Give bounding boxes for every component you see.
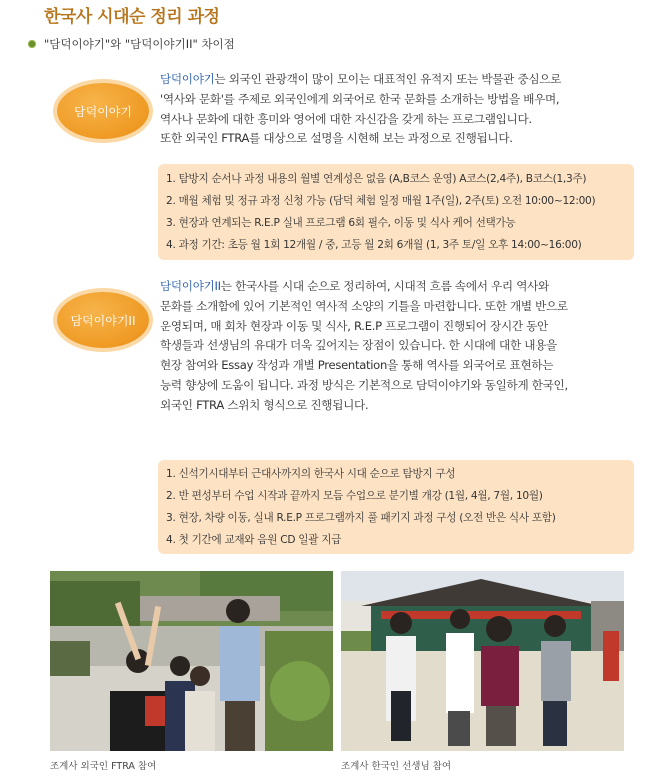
description-line: 담덕이야기는 외국인 관광객이 많이 모이는 대표적인 유적지 또는 박물관 중심으로 bbox=[160, 72, 562, 86]
description-line: 담덕이야기II는 한국사를 시대 순으로 정리하여, 시대적 흐름 속에서 우리 역사와 bbox=[160, 279, 549, 293]
info-item: 3. 현장, 차량 이동, 실내 R.E.P 프로그램까지 풀 패키지 과정 구성 (오전 반은 식사 포함) bbox=[166, 512, 556, 524]
page-title: 한국사 시대순 정리 과정 bbox=[44, 7, 220, 27]
info-item: 4. 첫 기간에 교재와 음원 CD 일괄 지급 bbox=[166, 534, 342, 546]
description-line: 현장 참여와 Essay 작성과 개별 Presentation을 통해 역사를 외국어로 표현하는 bbox=[160, 358, 554, 373]
info-item: 2. 매월 체험 및 정규 과정 신청 가능 (담덕 체험 일정 매월 1주(일), 2주(토) 오전 10:00~12:00) bbox=[166, 195, 596, 207]
description-line: 또한 외국인 FTRA를 대상으로 설명을 시현해 보는 과정으로 진행됩니다. bbox=[160, 131, 513, 146]
photo-foreign-ftra bbox=[50, 571, 333, 751]
badge-label: 담덕이야기 bbox=[74, 104, 132, 119]
description-line: 학생들과 선생님의 유대가 더욱 깊어지는 장점이 있습니다. 한 시대에 대한 내용을 bbox=[160, 338, 557, 353]
section-subtitle bbox=[28, 36, 235, 52]
bullet-icon bbox=[28, 40, 36, 48]
info-item: 2. 반 편성부터 수업 시작과 끝까지 모듬 수업으로 분기별 개강 (1월, 4월, 7월, 10월) bbox=[166, 490, 543, 502]
badge-label: 담덕이야기II bbox=[70, 313, 136, 328]
info-box-damdeok bbox=[158, 164, 634, 260]
photo-korean-teacher bbox=[341, 571, 624, 751]
info-item: 4. 과정 기간: 초등 월 1회 12개월 / 중, 고등 월 2회 6개월 (1, 3주 토/일 오후 14:00~16:00) bbox=[166, 239, 582, 251]
photo-caption: 조계사 외국인 FTRA 참여 bbox=[50, 761, 157, 772]
info-item: 1. 신석기시대부터 근대사까지의 한국사 시대 순으로 탐방지 구성 bbox=[166, 468, 456, 480]
info-item: 3. 현장과 연계되는 R.E.P 실내 프로그램 6회 필수, 이동 및 식사 케어 선택가능 bbox=[166, 217, 516, 229]
photo-illustration bbox=[341, 571, 624, 751]
description-damdeok bbox=[160, 70, 630, 149]
program-name: 담덕이야기 bbox=[160, 72, 215, 86]
badge-damdeok bbox=[57, 83, 149, 139]
info-box-damdeok-2 bbox=[158, 460, 634, 554]
description-damdeok-2 bbox=[160, 277, 630, 416]
description-line: 역사나 문화에 대한 흥미와 영어에 대한 자신감을 갖게 하는 프로그램입니다. bbox=[160, 111, 532, 126]
description-line: '역사와 문화'를 주제로 외국인에게 외국어로 한국 문화를 소개하는 방법을 배우며, bbox=[160, 91, 560, 106]
info-item: 1. 탐방지 순서나 과정 내용의 월별 연계성은 없음 (A,B코스 운영) A코스(2,4주), B코스(1,3주) bbox=[166, 173, 587, 185]
photo-illustration bbox=[50, 571, 333, 751]
badge-damdeok-2 bbox=[57, 292, 149, 348]
description-line: 능력 향상에 도움이 됩니다. 과정 방식은 기본적으로 담덕이야기와 동일하게 한국인, bbox=[160, 377, 568, 392]
description-line: 문화를 소개함에 있어 기본적인 역사적 소양의 기틀을 마련합니다. 또한 개별 반으로 bbox=[160, 298, 568, 313]
photo-caption: 조계사 한국인 선생님 참여 bbox=[341, 761, 452, 772]
description-line: 외국인 FTRA 스위치 형식으로 진행됩니다. bbox=[160, 397, 369, 412]
description-line: 운영되며, 매 회차 현장과 이동 및 식사, R.E.P 프로그램이 진행되어 장시간 동안 bbox=[160, 318, 548, 333]
program-name: 담덕이야기II bbox=[160, 279, 221, 293]
subtitle-text: "담덕이야기"와 "담덕이야기II" 차이점 bbox=[44, 37, 235, 51]
